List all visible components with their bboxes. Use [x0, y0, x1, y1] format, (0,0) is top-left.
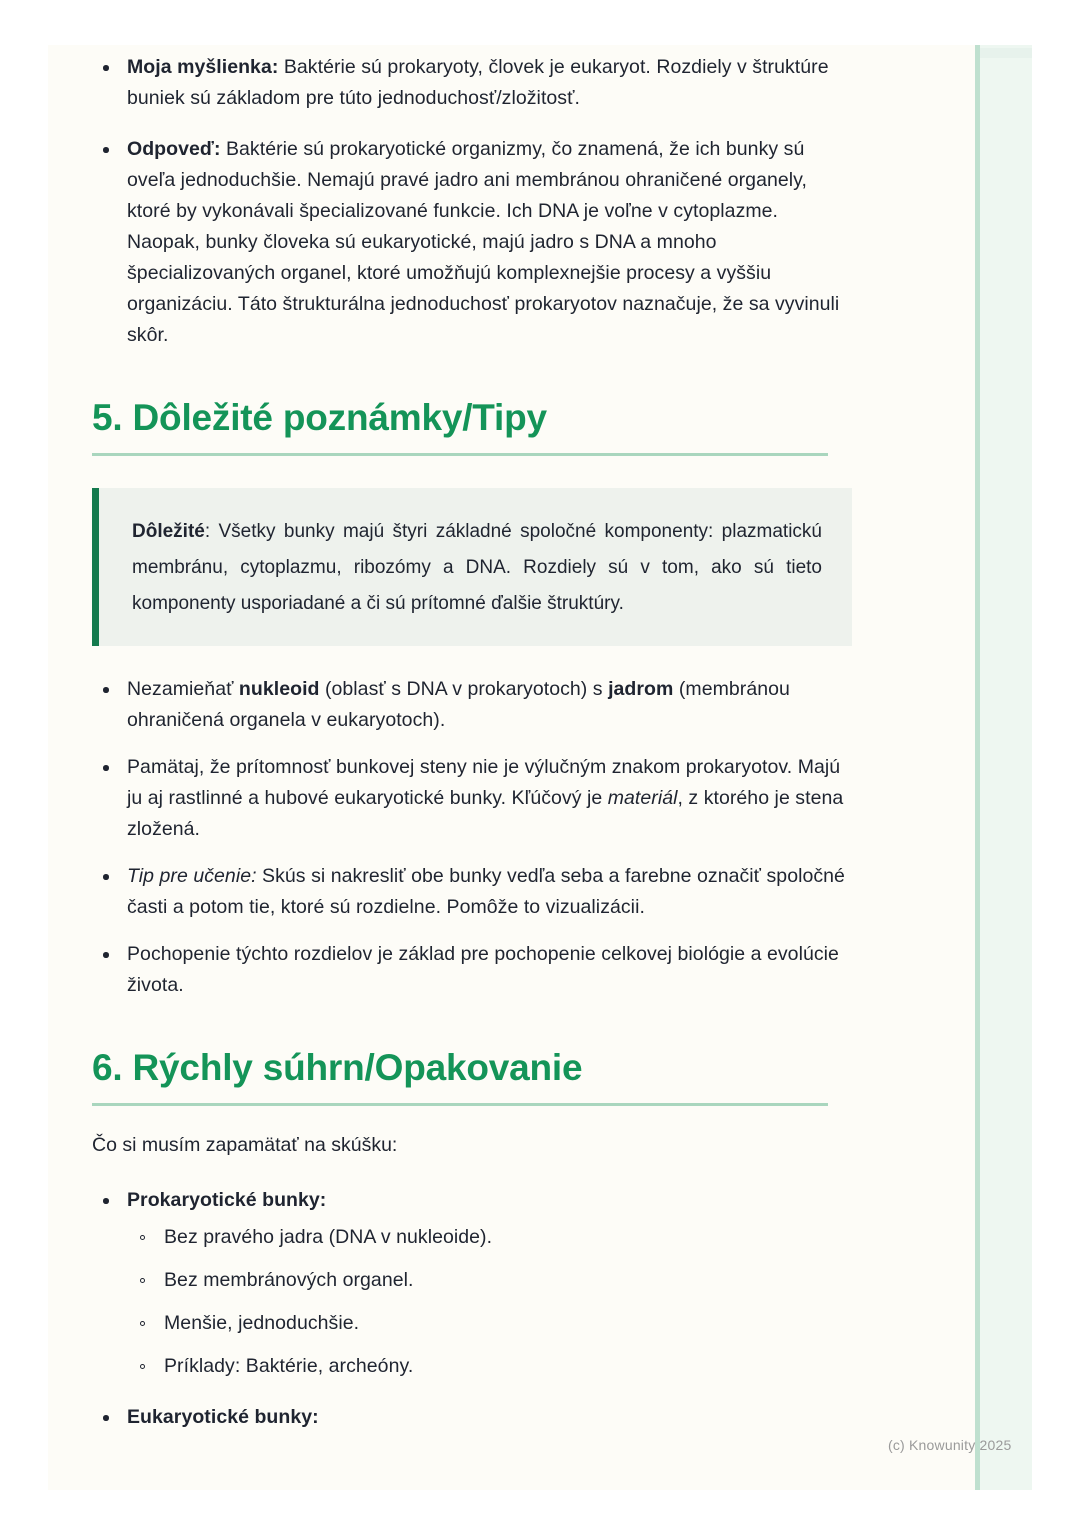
- bullet-lead-label: Odpoveď:: [127, 138, 221, 160]
- section-heading-6: 6. Rýchly súhrn/Opakovanie: [92, 1047, 583, 1088]
- list-item: [92, 1402, 852, 1433]
- bullet-segment: Pamätaj, že prítomnosť bunkovej steny nie je výlučným znakom prokaryotov. Majú ju aj rastlinné a hubové eukaryotické bunky. Kľúčový je: [127, 756, 841, 809]
- copyright-watermark: (c) Knowunity 2025: [888, 1437, 1012, 1453]
- list-item: [92, 861, 852, 923]
- bullet-lead-label: Moja myšlienka:: [127, 56, 279, 78]
- list-item: Bez pravého jadra (DNA v nukleoide).: [127, 1222, 852, 1253]
- callout-lead-label: Dôležité: [132, 521, 205, 542]
- list-item: [92, 752, 852, 845]
- callout-body-text: : Všetky bunky majú štyri základné spoločné komponenty: plazmatickú membránu, cytoplazmu, ribozómy a DNA. Rozdiely sú v tom, ako sú tieto komponenty usporiadané a či sú prítomné ďalšie štruktúry.: [132, 521, 822, 614]
- section-heading-5: 5. Dôležité poznámky/Tipy: [92, 397, 547, 438]
- list-item: Bez membránových organel.: [127, 1265, 852, 1296]
- bullet-segment: , z ktorého je stena zložená.: [127, 787, 844, 840]
- right-side-band: [975, 45, 1032, 1490]
- bullet-segment: (oblasť s DNA v prokaryotoch) s: [319, 678, 609, 700]
- list-item: [92, 52, 852, 114]
- bullet-segment: Pochopenie týchto rozdielov je základ pre pochopenie celkovej biológie a evolúcie života.: [127, 943, 839, 996]
- bullet-segment-bold: nukleoid: [238, 678, 320, 700]
- prokaryotic-sublist: [127, 1222, 852, 1382]
- bullet-body-text: Baktérie sú prokaryotické organizmy, čo znamená, že ich bunky sú oveľa jednoduchšie. Nemajú pravé jadro ani membránou ohraničené organely, ktoré by vykonávali špecializované funkcie. Ich DNA je voľne v cytoplazme. Naopak, bunky človeka sú eukaryotické, majú jadro s DNA a mnoho špecializovaných organel, ktoré umožňujú komplexnejšie procesy a vyššiu organizáciu. Táto štrukturálna jednoduchosť prokaryotov naznačuje, že sa vyvinuli skôr.: [127, 138, 840, 346]
- important-callout-box: [92, 488, 852, 646]
- bullet-segment-bold: jadrom: [608, 678, 674, 700]
- list-item: [92, 134, 852, 351]
- list-item: [92, 674, 852, 736]
- right-side-band-edge: [975, 45, 980, 1490]
- bullet-segment-italic: Tip pre učenie:: [127, 865, 257, 887]
- bullet-segment: (membránou ohraničená organela v eukaryotoch).: [127, 678, 790, 731]
- bullet-segment-italic: materiál: [607, 787, 678, 809]
- section6-summary-list: [92, 1185, 852, 1433]
- bullet-body-text: Baktérie sú prokaryoty, človek je eukaryot. Rozdiely v štruktúre buniek sú základom pre túto jednoduchosť/zložitosť.: [127, 56, 829, 109]
- document-content: [92, 0, 852, 1433]
- bullet-segment: Skús si nakresliť obe bunky vedľa seba a farebne označiť spoločné časti a potom tie, ktoré sú rozdielne. Pomôže to vizualizácii.: [127, 865, 845, 918]
- list-item: Menšie, jednoduchšie.: [127, 1308, 852, 1339]
- bullet-segment: Nezamieňať: [127, 678, 239, 700]
- section6-intro-text: Čo si musím zapamätať na skúšku:: [92, 1134, 398, 1156]
- list-item: [92, 939, 852, 1001]
- section5-bullet-list: [92, 674, 852, 1001]
- list-item: [92, 1185, 852, 1382]
- top-bullet-list: [92, 52, 852, 351]
- callout-paragraph: [132, 514, 822, 622]
- list-item: Príklady: Baktérie, archeóny.: [127, 1351, 852, 1382]
- right-side-band-top-strip: [980, 48, 1032, 58]
- group-title-eukaryotic: Eukaryotické bunky:: [127, 1406, 319, 1428]
- group-title-prokaryotic: Prokaryotické bunky:: [127, 1189, 327, 1211]
